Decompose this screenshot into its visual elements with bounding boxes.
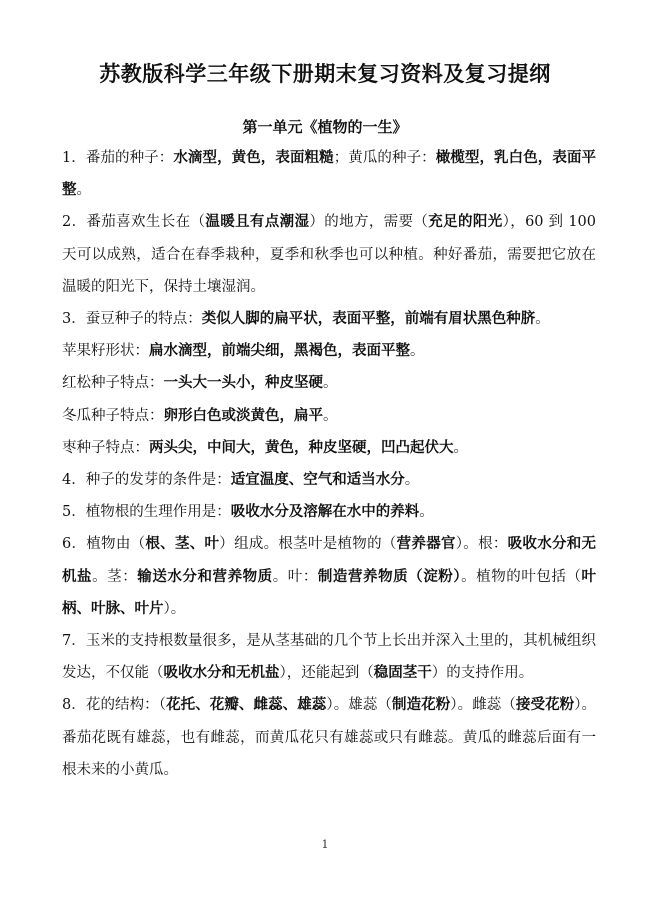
paragraph-text: ）。 <box>163 600 186 617</box>
key-answer-text: 吸收水分及溶解在水中的养料 <box>230 503 420 521</box>
key-answer-text: 水滴型，黄色，表面粗糙 <box>173 149 334 166</box>
document-body <box>62 142 596 786</box>
key-answer-text: 一头大一头小，种皮坚硬 <box>163 374 323 392</box>
paragraph-text: ；黄瓜的种子： <box>333 150 436 166</box>
page-number: 1 <box>321 838 329 851</box>
paragraph-text: 枣种子特点： <box>62 439 149 456</box>
key-answer-text: 充足的阳光 <box>428 213 503 231</box>
key-answer-text: 吸收水分和无机盐 <box>163 664 280 682</box>
paragraph-text: 1．番茄的种子： <box>62 150 174 166</box>
paragraph-text: ）。根： <box>455 536 508 553</box>
paragraph <box>62 206 596 303</box>
key-answer-text: 卵形白色或淡黄色，扁平 <box>163 406 323 424</box>
paragraph-text: ），还能起到（ <box>279 665 374 682</box>
key-answer-text: 根、茎、叶 <box>145 535 220 553</box>
paragraph <box>62 496 596 528</box>
paragraph-text: 。植物的叶包括（ <box>461 568 582 585</box>
key-answer-text: 类似人脚的扁平状，表面平整，前端有眉状黑色种脐 <box>201 310 536 328</box>
key-answer-text: 橄榄型，乳白色，表面平整 <box>62 149 597 199</box>
key-answer-text: 温暖且有点潮湿 <box>205 213 310 231</box>
paragraph-text: 6．植物由（ <box>62 536 146 553</box>
key-answer-text: 叶柄、叶脉、叶片 <box>62 567 597 617</box>
paragraph-text: 5．植物根的生理作用是： <box>62 504 231 521</box>
paragraph-text: 。 <box>323 407 338 424</box>
paragraph-text: ）的支持作用。 <box>431 665 534 682</box>
paragraph <box>62 689 596 786</box>
key-answer-text: 制造花粉 <box>392 696 451 714</box>
paragraph-text: 。 <box>76 182 91 199</box>
key-answer-text: 两头尖，中间大，黄色，种皮坚硬，凹凸起伏大 <box>149 438 454 456</box>
paragraph <box>62 432 596 464</box>
key-answer-text: 输送水分和营养物质 <box>137 567 273 585</box>
unit-heading: 第一单元《植物的一生》 <box>242 118 408 136</box>
paragraph-text: ）。雄蕊（ <box>326 697 392 714</box>
paragraph <box>62 335 596 367</box>
key-answer-text: 制造营养物质（淀粉） <box>317 567 462 585</box>
paragraph-text: 。 <box>323 375 338 392</box>
paragraph-text: 。茎： <box>92 568 138 585</box>
paragraph-text: 。 <box>404 472 420 489</box>
paragraph-text: 3．蚕豆种子的特点： <box>62 311 202 328</box>
paragraph-text: 。 <box>410 343 425 360</box>
paragraph-text: ），60 到 100 天可以成熟，适合在春季栽种，夏季和秋季也可以种植。种好番茄，需要把它放在温暖的阳光下，保持土壤湿润。 <box>62 214 596 295</box>
paragraph-text: 7．玉米的支持根数量很多，是从茎基础的几个节上长出并深入土里的，其机械组织发达，不仅能（ <box>62 633 596 682</box>
key-answer-text: 花托、花瓣、雌蕊、雄蕊 <box>166 696 327 714</box>
key-answer-text: 接受花粉 <box>515 696 575 714</box>
paragraph-text: 。 <box>419 504 434 521</box>
document-title: 苏教版科学三年级下册期末复习资料及复习提纲 <box>99 61 551 86</box>
paragraph-text: 冬瓜种子特点： <box>62 407 164 424</box>
paragraph <box>62 528 596 625</box>
paragraph-text: ）。雌蕊（ <box>450 697 516 714</box>
paragraph-text: ）组成。根茎叶是植物的（ <box>219 536 397 553</box>
paragraph-text: 4．种子的发芽的条件是： <box>62 472 231 489</box>
paragraph <box>62 625 596 689</box>
paragraph <box>62 400 596 432</box>
key-answer-text: 吸收水分和无机盐 <box>62 535 597 585</box>
paragraph-text: 红松种子特点： <box>62 375 164 392</box>
paragraph-text: 8．花的结构：（ <box>62 697 167 714</box>
paragraph <box>62 303 596 335</box>
paragraph-text: 。 <box>453 439 468 456</box>
key-answer-text: 适宜温度、空气和适当水分 <box>230 471 405 489</box>
key-answer-text: 营养器官 <box>396 535 456 553</box>
paragraph-text: 2．番茄喜欢生长在（ <box>62 214 206 231</box>
paragraph-text: 苹果籽形状： <box>62 343 149 360</box>
paragraph-text: ）。番茄花既有雄蕊，也有雌蕊，而黄瓜花只有雄蕊或只有雌蕊。黄瓜的雌蕊后面有一根未来的小黄瓜。 <box>62 697 597 778</box>
key-answer-text: 扁水滴型，前端尖细，黑褐色，表面平整 <box>149 342 410 360</box>
paragraph <box>62 464 596 496</box>
key-answer-text: 稳固茎干 <box>373 664 432 682</box>
paragraph <box>62 142 596 206</box>
paragraph-text: 。叶： <box>272 568 318 585</box>
paragraph-text: ）的地方，需要（ <box>309 214 429 231</box>
paragraph <box>62 367 596 399</box>
paragraph-text: 。 <box>535 311 550 328</box>
